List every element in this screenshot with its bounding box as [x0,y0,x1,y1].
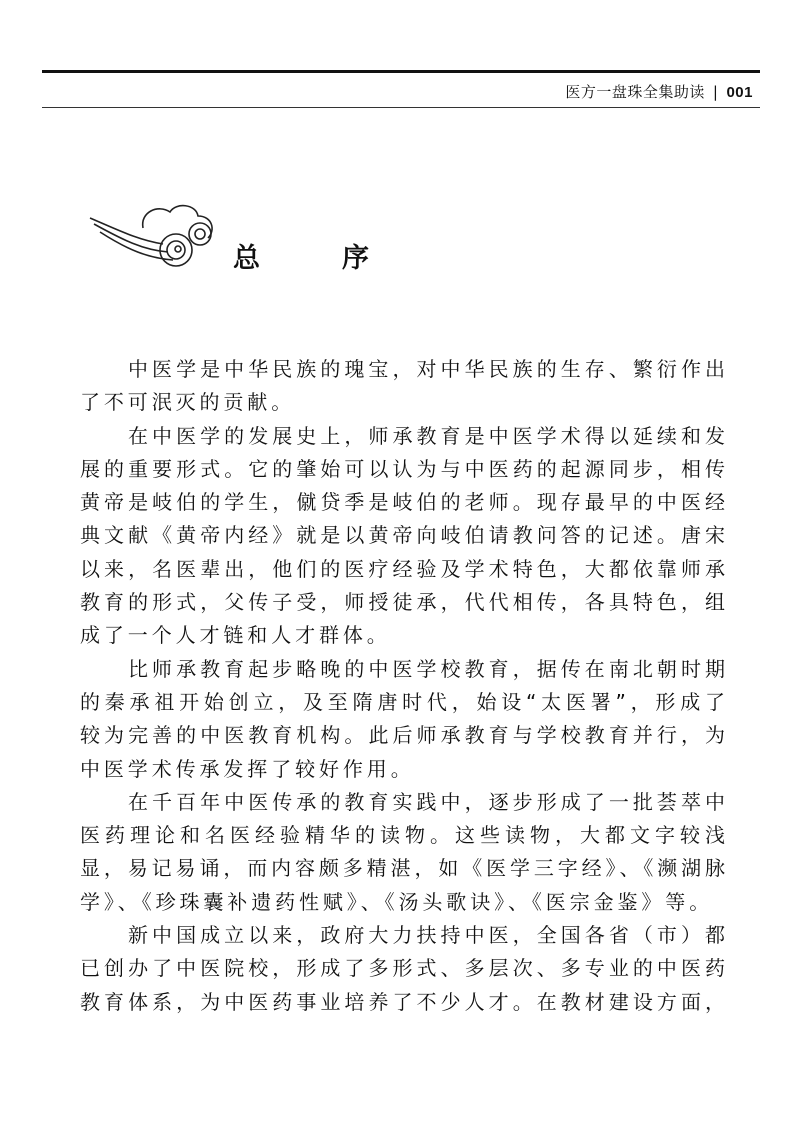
paragraph-line: 医药理论和名医经验精华的读物。这些读物，大都文字较浅 [80,823,725,848]
paragraph-line: 新中国成立以来，政府大力扶持中医，全国各省（市）都 [128,923,725,948]
paragraph-line: 已创办了中医院校，形成了多形式、多层次、多专业的中医药 [80,956,725,981]
paragraph-line: 的秦承祖开始创立，及至隋唐时代，始设“太医署”，形成了 [80,689,725,714]
paragraph-line: 展的重要形式。它的肇始可以认为与中医药的起源同步，相传 [80,456,725,481]
paragraph-line: 教育的形式，父传子受，师授徒承，代代相传，各具特色，组 [80,590,725,615]
paragraph-line: 成了一个人才链和人才群体。 [80,623,391,648]
header-rule-thick [42,70,760,73]
paragraph-line: 较为完善的中医教育机构。此后师承教育与学校教育并行，为 [80,723,725,748]
cloud-ornament-icon [88,200,218,272]
paragraph-line: 学》、《珍珠囊补遗药性赋》、《汤头歌诀》、《医宗金鉴》等。 [80,889,714,914]
page-number: 001 [726,84,753,101]
header-separator: | [712,83,719,101]
header-rule-thin [42,107,760,108]
paragraph-line: 黄帝是岐伯的学生，僦贷季是岐伯的老师。现存最早的中医经 [80,490,725,515]
paragraph-line: 典文献《黄帝内经》就是以黄帝向岐伯请教问答的记述。唐宋 [80,523,725,548]
paragraph-line: 比师承教育起步略晚的中医学校教育，据传在南北朝时期 [128,656,725,681]
paragraph-line: 以来，名医辈出，他们的医疗经验及学术特色，大都依靠师承 [80,556,725,581]
title-char-1: 总 [233,243,260,274]
paragraph-line: 中医学术传承发挥了较好作用。 [80,756,415,781]
body-text [80,353,725,1019]
paragraph-line: 中医学是中华民族的瑰宝，对中华民族的生存、繁衍作出 [128,357,725,381]
paragraph-line: 了不可泯灭的贡献。 [80,390,296,415]
paragraph-line: 在千百年中医传承的教育实践中，逐步形成了一批荟萃中 [128,789,725,814]
running-head [565,81,753,102]
paragraph-line: 教育体系，为中医药事业培养了不少人才。在教材建设方面， [80,989,725,1014]
paragraph-line: 在中医学的发展史上，师承教育是中医学术得以延续和发 [128,423,725,448]
book-title: 医方一盘珠全集助读 [565,83,705,101]
paragraph-line: 显，易记易诵，而内容颇多精湛，如《医学三字经》、《濒湖脉 [80,856,725,881]
title-char-2: 序 [342,243,369,274]
